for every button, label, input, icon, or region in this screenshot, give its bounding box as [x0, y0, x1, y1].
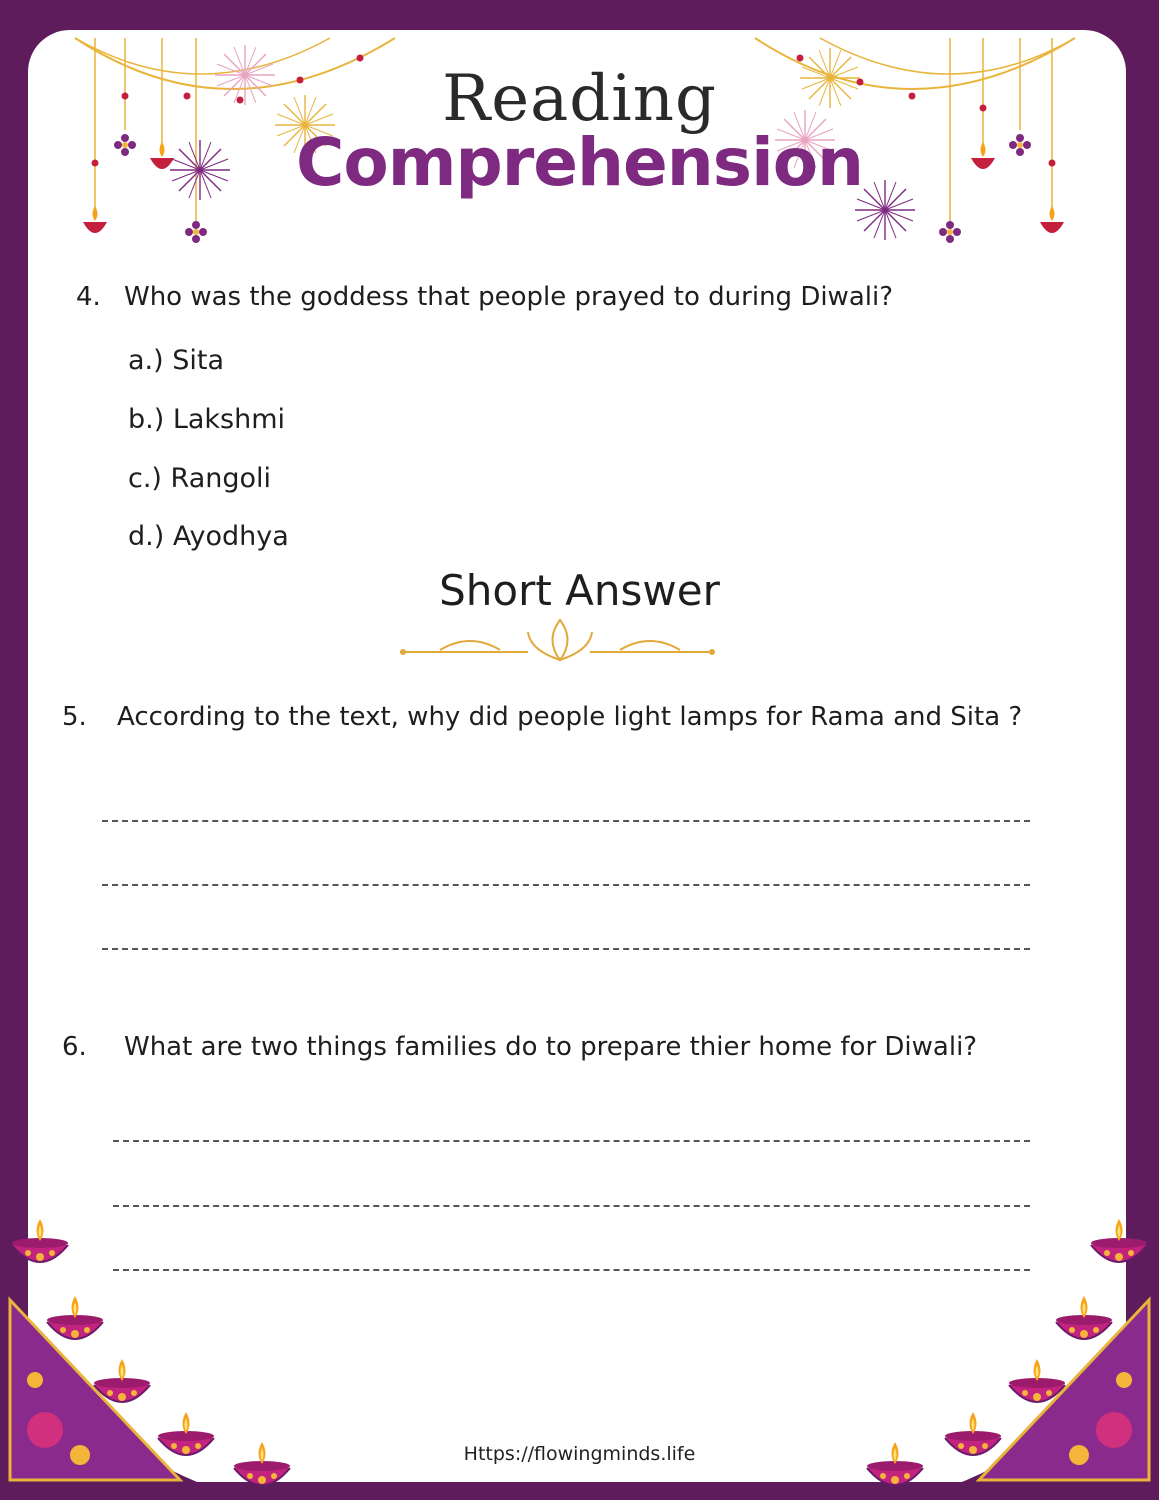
answer-line[interactable]: [102, 948, 1030, 950]
question-5-number: 5.: [62, 702, 87, 732]
question-4-text: Who was the goddess that people prayed to during Diwali?: [124, 282, 894, 312]
question-6-number: 6.: [62, 1032, 87, 1062]
option-d[interactable]: d.) Ayodhya: [128, 521, 289, 552]
section-heading-short-answer: Short Answer: [439, 566, 720, 615]
answer-line[interactable]: [113, 1205, 1030, 1207]
question-6-text: What are two things families do to prepare thier home for Diwali?: [124, 1032, 978, 1062]
answer-line[interactable]: [102, 884, 1030, 886]
title-comprehension: Comprehension: [295, 124, 864, 201]
answer-line[interactable]: [113, 1269, 1030, 1271]
answer-line[interactable]: [113, 1140, 1030, 1142]
option-b[interactable]: b.) Lakshmi: [128, 404, 286, 435]
question-4-number: 4.: [76, 282, 101, 312]
option-c[interactable]: c.) Rangoli: [128, 463, 272, 494]
question-5-text: According to the text, why did people light lamps for Rama and Sita ?: [117, 702, 1023, 732]
title-reading: Reading: [442, 62, 717, 136]
answer-line[interactable]: [102, 820, 1030, 822]
footer-url[interactable]: Https://flowingminds.life: [463, 1443, 696, 1465]
option-a[interactable]: a.) Sita: [128, 345, 225, 376]
